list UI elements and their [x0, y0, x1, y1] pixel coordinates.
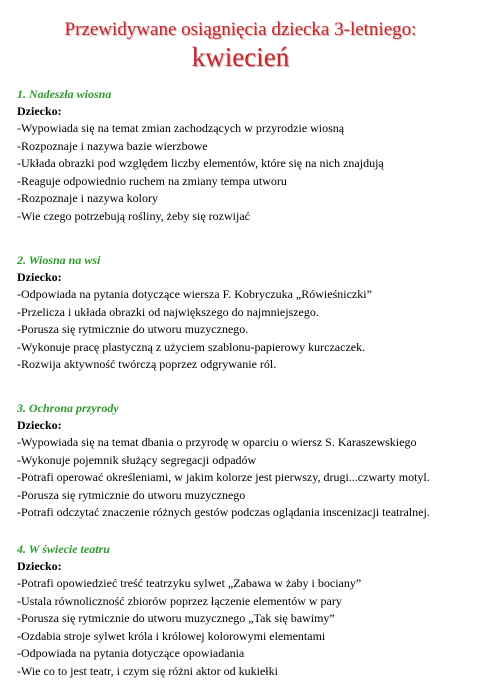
section-subheading: Dziecko:	[17, 418, 62, 432]
list-item: -Rozpoznaje i nazywa bazie wierzbowe	[17, 138, 208, 153]
month-title: kwiecień	[191, 42, 290, 72]
list-item: -Ustala równoliczność zbiorów poprzez łączenie elementów w pary	[17, 593, 342, 608]
section-heading: 3. Ochrona przyrody	[17, 401, 119, 415]
list-item: -Wypowiada się na temat dbania o przyrodę w oparciu o wiersz S. Karaszewskiego	[17, 435, 417, 449]
list-item: -Wykonuje pojemnik służący segregacji odpadów	[17, 452, 257, 467]
section-heading: 1. Nadeszła wiosna	[17, 87, 112, 101]
list-item: -Porusza się rytmicznie do utworu muzycznego.	[17, 322, 249, 337]
list-item: -Wie co to jest teatr, i czym się różni aktor od kukiełki	[17, 663, 278, 678]
section-subheading: Dziecko:	[17, 270, 62, 284]
list-item: -Ozdabia stroje sylwet króla i królowej kolorowymi elementami	[17, 628, 326, 643]
section-subheading: Dziecko:	[17, 559, 62, 573]
list-item: -Wypowiada się na temat zmian zachodzących w przyrodzie wiosną	[17, 121, 345, 135]
list-item: -Potrafi opowiedzieć treść teatrzyku sylwet „Zabawa w żaby i bociany”	[17, 576, 362, 590]
list-item: -Wykonuje pracę plastyczną z użyciem szablonu-papierowy kurczaczek.	[17, 339, 366, 354]
list-item: -Reaguje odpowiednio ruchem na zmiany tempa utworu	[17, 173, 287, 188]
list-item: -Odpowiada na pytania dotyczące wiersza F. Kobryczuka „Rówieśniczki”	[17, 287, 372, 301]
list-item: -Układa obrazki pod względem liczby elementów, które się na nich znajdują	[17, 156, 384, 171]
document-title: Przewidywane osiągnięcia dziecka 3-letniego:	[64, 19, 417, 40]
list-item: -Rozwija aktywność twórczą poprzez odgrywanie ról.	[17, 357, 277, 372]
list-item: -Przelicza i układa obrazki od największego do najmniejszego.	[17, 304, 319, 319]
list-item: -Porusza się rytmicznie do utworu muzycznego „Tak się bawimy”	[17, 611, 335, 626]
section-ochrona-przyrody	[17, 400, 479, 522]
list-item: -Rozpoznaje i nazywa kolory	[17, 191, 158, 206]
section-wiosna-na-wsi	[17, 252, 479, 374]
section-w-swiecie-teatru	[17, 541, 479, 681]
list-item: -Wie czego potrzebują rośliny, żeby się rozwijać	[17, 208, 250, 223]
list-item: -Porusza się rytmicznie do utworu muzycznego	[17, 487, 246, 502]
list-item: -Odpowiada na pytania dotyczące opowiadania	[17, 646, 245, 661]
list-item: -Potrafi odczytać znaczenie różnych gestów podczas oglądania inscenizacji teatralnej.	[17, 505, 430, 520]
section-nadeszla-wiosna	[17, 86, 479, 226]
section-heading: 4. W świecie teatru	[17, 542, 110, 556]
section-heading: 2. Wiosna na wsi	[17, 253, 101, 267]
section-subheading: Dziecko:	[17, 104, 62, 118]
list-item: -Potrafi operować określeniami, w jakim kolorze jest pierwszy, drugi...czwarty motyl.	[17, 470, 430, 485]
